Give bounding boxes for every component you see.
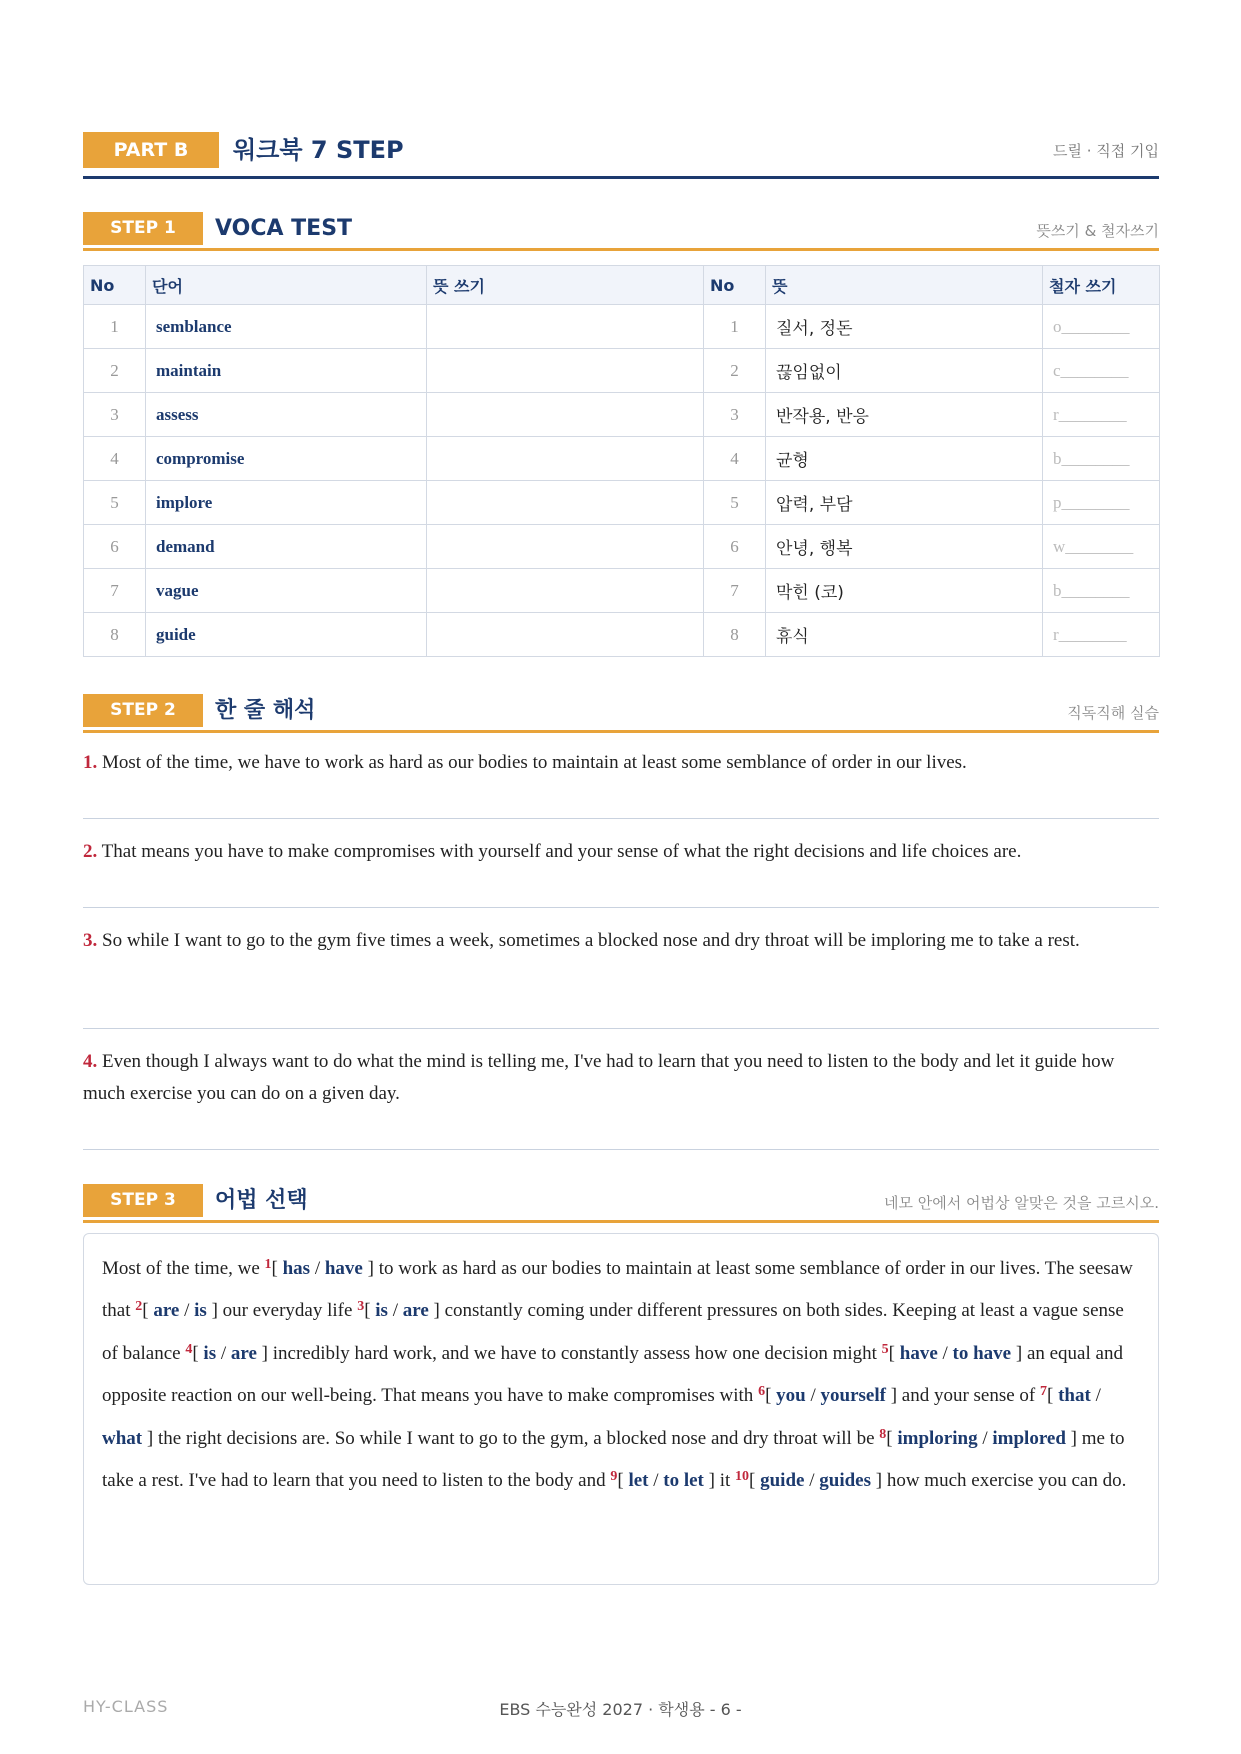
choice[interactable]: let [628,1470,649,1492]
question-number: 4 [185,1341,193,1357]
col-meaning-write: 뜻 쓰기 [427,266,704,305]
meaning-answer-cell[interactable] [427,393,704,437]
spelling-answer-cell[interactable]: b________ [1043,569,1160,613]
table-row [84,349,1160,393]
sentence-text: So while I want to go to the gym five times a week, sometimes a blocked nose and dry throat will be imploring me to take a rest. [102,930,1080,951]
choice[interactable]: that [1058,1385,1091,1407]
korean-meaning: 끊임없이 [766,349,1043,393]
korean-meaning: 안녕, 행복 [766,525,1043,569]
meaning-answer-cell[interactable] [427,481,704,525]
choice[interactable]: guides [819,1470,871,1492]
question-number: 9 [610,1469,618,1485]
choice[interactable]: you [776,1385,806,1407]
question-number: 3 [357,1299,365,1315]
vocab-word: guide [146,613,427,657]
voca-table [83,265,1160,657]
sentence-4 [83,1046,1159,1110]
answer-line-3 [83,1028,1159,1029]
row-number: 6 [704,525,766,569]
grammar-passage: Most of the time, we $^1$[ has / have ] to work as hard as our bodies to maintain at least some semblance of order in our lives. The seesaw that $^2$[ are / is ] our everyday life $^3$[ is / are ] constantly coming under different pressures on both sides. Keeping at least a vague sense of balance $^4$[ is / are ] incredibly hard work, and we have to constantly assess how one decision might $^5$[ have / to have ] an equal and opposite reaction on our well-being. That means you have to make compromises with $^6$[ you / yourself ] and your sense of $^7$[ that / what ] the right decisions are. So while I want to go to the gym, a blocked nose and dry throat will be $^8$[ imploring / implored ] me to take a rest. I've had to learn that you need to listen to the body and $^9$[ let / to let ] it $^{10}$[ guide / guides ] how much exercise you can do. [102,1257,1133,1492]
choice[interactable]: is [194,1300,207,1322]
step2-tag: STEP 2 [83,694,203,727]
vocab-word: compromise [146,437,427,481]
col-no2: No [704,266,766,305]
choice[interactable]: what [102,1427,143,1449]
row-number: 3 [704,393,766,437]
korean-meaning: 압력, 부담 [766,481,1043,525]
step1-heading [83,212,1159,251]
header-note: 드릴 · 직접 기입 [1052,142,1159,160]
question-number: 7 [1040,1384,1048,1400]
row-number: 1 [84,305,146,349]
row-number: 6 [84,525,146,569]
vocab-word: assess [146,393,427,437]
step3-tag: STEP 3 [83,1184,203,1217]
table-row [84,569,1160,613]
korean-meaning: 균형 [766,437,1043,481]
col-meaning: 뜻 [766,266,1043,305]
choice[interactable]: yourself [820,1385,886,1407]
sentence-2 [83,836,1159,868]
choice[interactable]: have [324,1258,363,1279]
question-number: 2 [135,1299,143,1315]
choice[interactable]: is [375,1300,388,1322]
page-header [83,132,1159,179]
table-row [84,437,1160,481]
table-row [84,305,1160,349]
table-row [84,481,1160,525]
choice[interactable]: are [402,1300,429,1322]
choice[interactable]: are [153,1300,180,1322]
row-number: 4 [704,437,766,481]
choice[interactable]: implored [992,1427,1066,1449]
step2-heading [83,694,1159,733]
step1-title: VOCA TEST [215,216,353,241]
vocab-word: demand [146,525,427,569]
row-number: 3 [84,393,146,437]
sentence-text: That means you have to make compromises with yourself and your sense of what the right decisions and life choices are. [101,841,1022,862]
question-number: 8 [879,1426,887,1442]
page-title: 워크북 7 STEP [233,136,404,164]
footer-page-info: EBS 수능완성 2027 · 학생용 - 6 - [499,1700,742,1719]
choice[interactable]: imploring [897,1427,978,1449]
step2-title: 한 줄 해석 [215,698,316,723]
sentence-1 [83,747,1159,779]
choice[interactable]: to have [952,1342,1012,1364]
vocab-word: maintain [146,349,427,393]
table-row [84,393,1160,437]
sentence-number: 4. [83,1051,98,1072]
korean-meaning: 반작용, 반응 [766,393,1043,437]
spelling-answer-cell[interactable]: p________ [1043,481,1160,525]
meaning-answer-cell[interactable] [427,305,704,349]
choice[interactable]: is [203,1342,217,1364]
meaning-answer-cell[interactable] [427,525,704,569]
vocab-word: implore [146,481,427,525]
choice[interactable]: to let [663,1470,704,1492]
step1-note: 뜻쓰기 & 철자쓰기 [1036,222,1159,240]
step2-note: 직독직해 실습 [1067,704,1159,722]
spelling-answer-cell[interactable]: r________ [1043,613,1160,657]
step3-heading [83,1184,1159,1223]
choice[interactable]: are [230,1342,257,1364]
meaning-answer-cell[interactable] [427,437,704,481]
col-spell: 철자 쓰기 [1043,266,1160,305]
voca-header-row [84,266,1160,305]
spelling-answer-cell[interactable]: r________ [1043,393,1160,437]
sentence-number: 2. [83,841,98,862]
meaning-answer-cell[interactable] [427,613,704,657]
sentence-number: 1. [83,752,98,773]
answer-line-2 [83,907,1159,908]
row-number: 5 [84,481,146,525]
row-number: 7 [84,569,146,613]
korean-meaning: 휴식 [766,613,1043,657]
question-number: 1 [264,1257,272,1272]
row-number: 4 [84,437,146,481]
sentence-number: 3. [83,930,98,951]
table-row [84,525,1160,569]
row-number: 2 [704,349,766,393]
choice[interactable]: guide [760,1470,805,1492]
part-tag: PART B [83,132,219,168]
spelling-answer-cell[interactable]: o________ [1043,305,1160,349]
table-row [84,613,1160,657]
korean-meaning: 질서, 정돈 [766,305,1043,349]
footer-brand: HY-CLASS [83,1697,169,1716]
answer-line-4 [83,1149,1159,1150]
col-no: No [84,266,146,305]
sentence-text: Most of the time, we have to work as hard as our bodies to maintain at least some semblance of order in our lives. [102,752,967,773]
grammar-passage-box [83,1233,1159,1585]
row-number: 8 [704,613,766,657]
vocab-word: semblance [146,305,427,349]
step3-note: 네모 안에서 어법상 알맞은 것을 고르시오. [884,1194,1159,1212]
sentence-text: Even though I always want to do what the mind is telling me, I've had to learn that you need to listen to the body and let it guide how much exercise you can do on a given day. [83,1051,1115,1104]
meaning-answer-cell[interactable] [427,569,704,613]
choice[interactable]: have [899,1342,938,1364]
meaning-answer-cell[interactable] [427,349,704,393]
step1-tag: STEP 1 [83,212,203,245]
row-number: 5 [704,481,766,525]
korean-meaning: 막힌 (코) [766,569,1043,613]
spelling-answer-cell[interactable]: b________ [1043,437,1160,481]
vocab-word: vague [146,569,427,613]
question-number: 6 [758,1384,766,1400]
spelling-answer-cell[interactable]: w________ [1043,525,1160,569]
row-number: 8 [84,613,146,657]
choice[interactable]: has [282,1258,311,1279]
step3-title: 어법 선택 [215,1188,308,1213]
row-number: 2 [84,349,146,393]
answer-line-1 [83,818,1159,819]
question-number: 5 [881,1341,889,1357]
col-word: 단어 [146,266,427,305]
question-number: 10 [735,1469,750,1485]
row-number: 1 [704,305,766,349]
spelling-answer-cell[interactable]: c________ [1043,349,1160,393]
row-number: 7 [704,569,766,613]
sentence-3 [83,925,1159,957]
